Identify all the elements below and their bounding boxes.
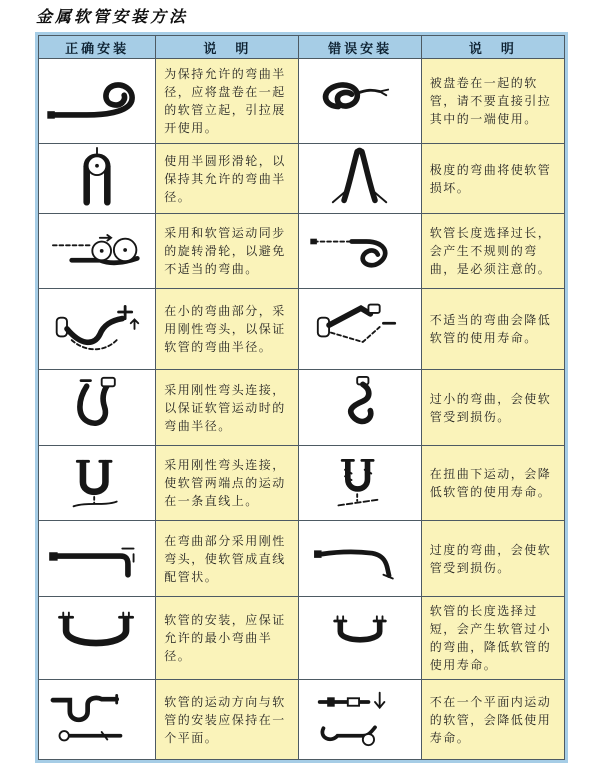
wrong-note: 极度的弯曲将使软管损坏。: [421, 144, 564, 214]
out-of-plane-motion-hose-icon: [308, 687, 412, 747]
table-row: [39, 59, 565, 144]
hose-installation-table: [38, 35, 565, 760]
table-row: [39, 521, 565, 597]
improper-sharp-bend-hose-icon: [308, 297, 412, 357]
correct-note: 在弯曲部分采用刚性弯头，使软管成直线配管状。: [156, 521, 299, 597]
wrong-image-cell: [299, 597, 421, 680]
twisted-u-hose-icon: [308, 451, 412, 511]
rigid-elbow-u-hang-hose-icon: [45, 375, 149, 435]
wrong-note: 被盘卷在一起的软管，请不要直接引拉其中的一端使用。: [421, 59, 564, 144]
correct-note: 使用半圆形滑轮，以保持其允许的弯曲半径。: [156, 144, 299, 214]
correct-image-cell: [39, 370, 156, 446]
correct-image-cell: [39, 521, 156, 597]
correct-image-cell: [39, 289, 156, 370]
straight-run-elbow-hose-icon: [45, 526, 149, 586]
correct-image-cell: [39, 597, 156, 680]
wrong-image-cell: [299, 680, 421, 760]
wrong-note: 在扭曲下运动，会降低软管的使用寿命。: [421, 446, 564, 521]
page-title: 金属软管安装方法: [36, 7, 189, 26]
table-row: [39, 289, 565, 370]
standing-coil-hose-icon: [45, 69, 149, 129]
correct-note: 采用刚性弯头连接，以保证软管运动时的弯曲半径。: [156, 370, 299, 446]
correct-note: 采用和软管运动同步的旋转滑轮，以避免不适当的弯曲。: [156, 214, 299, 289]
hose-installation-table-frame: [35, 32, 568, 763]
wrong-note: 软管的长度选择过短，会产生软管过小的弯曲，降低软管的使用寿命。: [421, 597, 564, 680]
rigid-elbow-small-bend-hose-icon: [45, 297, 149, 357]
correct-note: 软管的运动方向与软管的安装应保持在一个平面。: [156, 680, 299, 760]
rotating-pulleys-hose-icon: [45, 219, 149, 279]
header-correct-note: 说 明: [156, 36, 299, 59]
correct-image-cell: [39, 446, 156, 521]
wrong-image-cell: [299, 144, 421, 214]
correct-image-cell: [39, 214, 156, 289]
wrong-image-cell: [299, 370, 421, 446]
wrong-image-cell: [299, 214, 421, 289]
coil-pulled-end-hose-icon: [308, 69, 412, 129]
correct-note: 采用刚性弯头连接，使软管两端点的运动在一条直线上。: [156, 446, 299, 521]
table-body: [39, 59, 565, 760]
wrong-image-cell: [299, 521, 421, 597]
single-plane-trap-hose-icon: [45, 687, 149, 747]
overlong-loop-hose-icon: [308, 219, 412, 279]
header-row: [39, 36, 565, 59]
too-short-u-hose-icon: [308, 606, 412, 666]
header-correct-install: 正确安装: [39, 36, 156, 59]
wrong-image-cell: [299, 59, 421, 144]
table-row: [39, 680, 565, 760]
header-wrong-install: 错误安装: [299, 36, 421, 59]
wrong-note: 不适当的弯曲会降低软管的使用寿命。: [421, 289, 564, 370]
wrong-note: 过度的弯曲，会使软管受到损伤。: [421, 521, 564, 597]
table-row: [39, 144, 565, 214]
correct-note: 为保持允许的弯曲半径，应将盘卷在一起的软管立起，引拉展开使用。: [156, 59, 299, 144]
table-row: [39, 446, 565, 521]
extreme-bend-hose-icon: [308, 146, 412, 206]
correct-note: 在小的弯曲部分，采用刚性弯头，以保证软管的弯曲半径。: [156, 289, 299, 370]
table-row: [39, 214, 565, 289]
correct-image-cell: [39, 144, 156, 214]
u-shape-aligned-ends-hose-icon: [45, 451, 149, 511]
table-row: [39, 597, 565, 680]
tight-hook-bend-hose-icon: [308, 375, 412, 435]
wrong-note: 软管长度选择过长，会产生不规则的弯曲，是必须注意的。: [421, 214, 564, 289]
wrong-note: 不在一个平面内运动的软管，会降低使用寿命。: [421, 680, 564, 760]
correct-image-cell: [39, 680, 156, 760]
wrong-image-cell: [299, 446, 421, 521]
wrong-note: 过小的弯曲，会使软管受到损伤。: [421, 370, 564, 446]
correct-note: 软管的安装，应保证允许的最小弯曲半径。: [156, 597, 299, 680]
wrong-image-cell: [299, 289, 421, 370]
overbent-corner-hose-icon: [308, 526, 412, 586]
header-wrong-note: 说 明: [421, 36, 564, 59]
table-row: [39, 370, 565, 446]
wide-u-min-radius-hose-icon: [45, 606, 149, 666]
semicircular-pulley-hose-icon: [45, 146, 149, 206]
correct-image-cell: [39, 59, 156, 144]
